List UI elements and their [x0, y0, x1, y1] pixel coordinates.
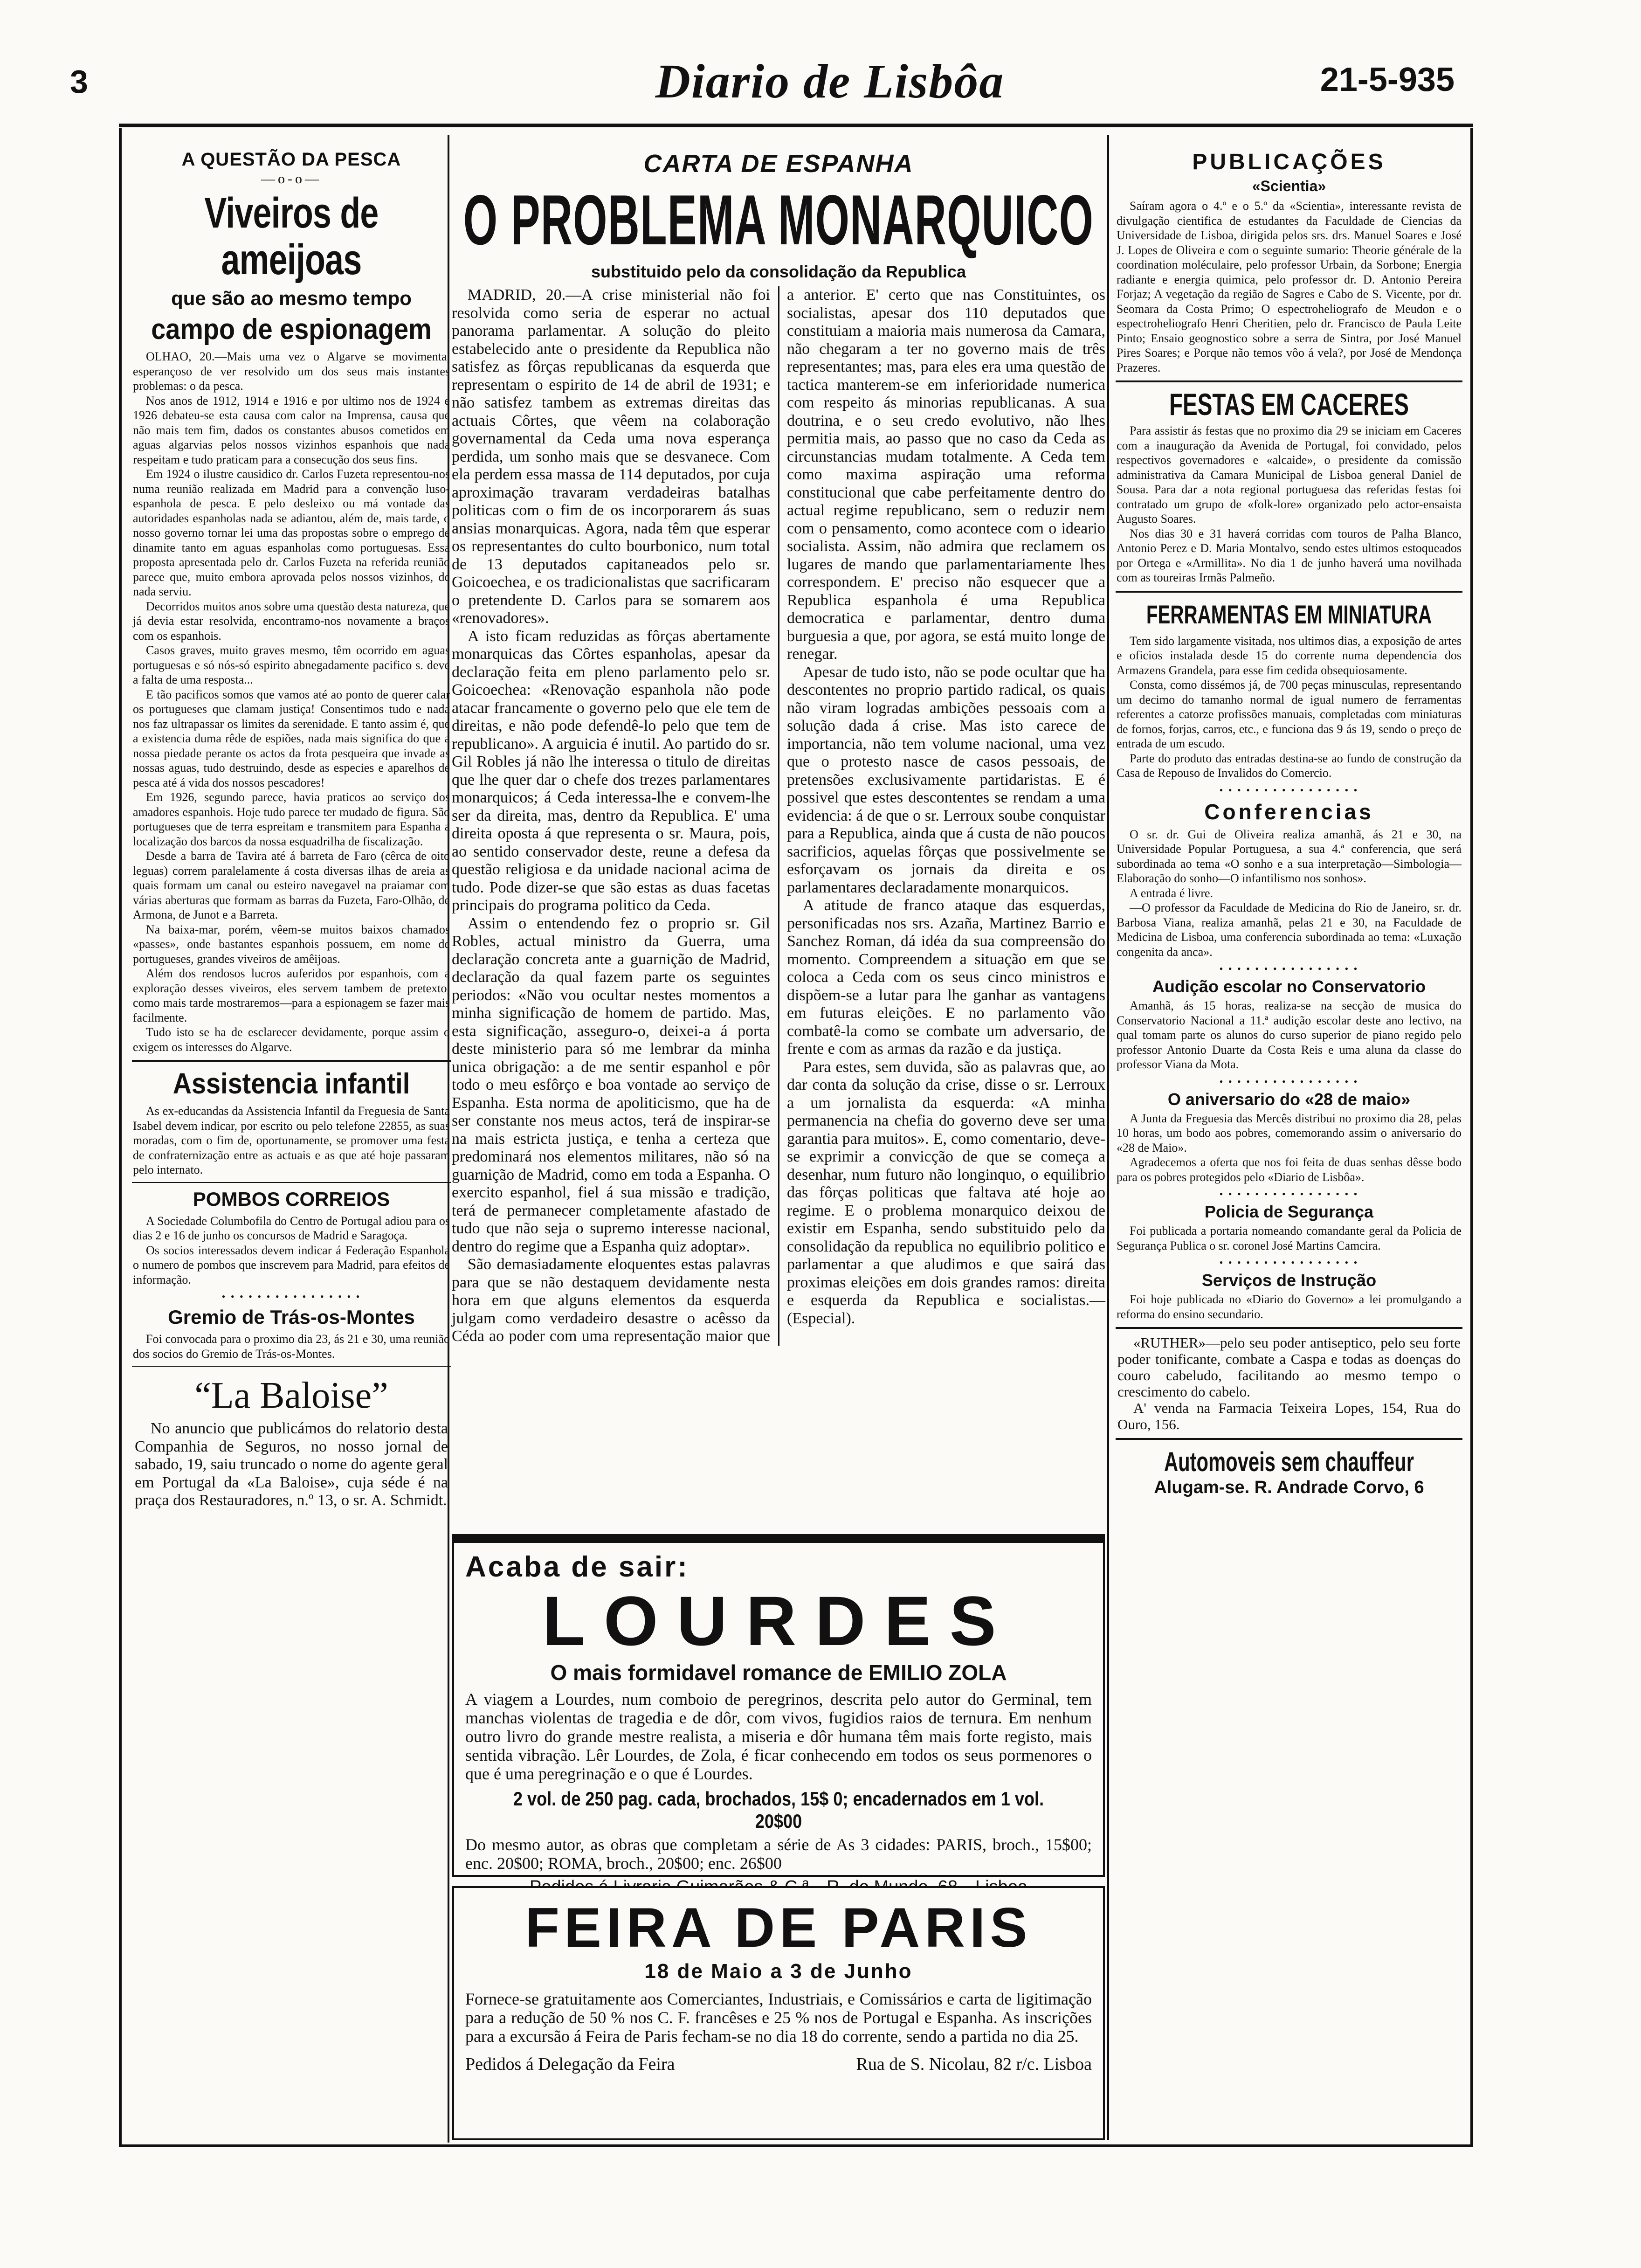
paragraph: Desde a barra de Tavira até á barreta de Faro (cêrca de oito leguas) correm paralelamente á costa diversas ilhas de areia as quais formam um canal ou esteiro navegavel na praiamar com várias aberturas que formam as barras da Fuzeta, Faro-Olhão, de Armona, de Junot e a Barreta. — [133, 849, 450, 921]
ad-footer-right: Rua de S. Nicolau, 82 r/c. Lisboa — [856, 2054, 1092, 2074]
article-body — [1117, 1224, 1462, 1253]
paragraph: Em 1924 o ilustre causidico dr. Carlos Fuzeta representou-nos numa reunião realizada em Madrid para a convenção luso-espanhola de pesca. E pelo desleixo ou má vontade das autoridades espanholas nada se adiantou, além de, mais tarde, o nosso governo tornar lei uma das propostas sobre o emprego de dinamite tanto em aguas espanholas como portuguesas. Essa proposta apresentada pelo dr. Carlos Fuzeta na referida reunião parece que, muito embora aprovada pelos nossos vizinhos, de nada serviu. — [133, 467, 450, 598]
paragraph: Saíram agora o 4.º e o 5.º da «Scientia», interessante revista de divulgação cientifica de estudantes da Faculdade de Ciencias da Universidade de Lisboa, dirigida pelos srs. drs. Manuel Soares e José J. Lopes de Oliveira e com o seguinte sumario: Theorie générale de la coordination moléculaire, pelo professor Urbain, da Sorbone; Energia radiante e energia quimica, pelo professor dr. D. Antonio Pereira Forjaz; A vegetação da região de Sagres e Cabo de S. Vicente, por dr. Seomara da Costa Primo; O espectroheliografo de Meudon e o espectroheliografo Henri Cheritien, pelo dr. Francisco de Paula Leite Pinto; Ensaio geognostico sobre a serra de Sintra, por José Manuel Pires Soares; e Porque não temos vôo á vela?, por José de Mendonça Prazeres. — [1117, 199, 1462, 374]
dotted-divider: • • • • • • • • • • • • • • • • — [221, 1291, 361, 1302]
paragraph: Nos dias 30 e 31 haverá corridas com touros de Palha Blanco, Antonio Perez e D. Maria Montalvo, sendo estes ultimos estoqueados por Ortega e «Armillita». No dia 1 de junho haverá uma novilhada com as toureiras Irmãs Palmeño. — [1117, 526, 1462, 584]
article-title: POMBOS CORREIOS — [193, 1188, 390, 1210]
article-title: Audição escolar no Conservatorio — [1152, 977, 1426, 996]
article-body — [1117, 1335, 1461, 1432]
article-audicao — [1112, 977, 1466, 1072]
section-divider — [132, 1060, 451, 1062]
paragraph: E tão pacificos somos que vamos até ao ponto de querer calar os portugueses que clamam justiça! Consentimos tudo e nada nos faz ultrapassar os limites da serenidade. E tanto assim é, que a existencia duma rêde de espiões, nada mais significa do que a nossa piedade perante os actos da frota pesqueira que invade as nossas aguas, tudo destruindo, desde as especies e aparelhos de pesca até á vida dos nossos pescadores! — [133, 687, 450, 789]
ad-title: LOURDES — [542, 1582, 1015, 1660]
paragraph: «RUTHER»—pelo seu poder antiseptico, pelo seu forte poder tonificante, combate a Caspa e todas as doenças do couro cabeludo, facilitando ao mesmo tempo o crescimento do cabelo. — [1117, 1335, 1461, 1400]
article-title: Assistencia infantil — [172, 1068, 410, 1100]
article-ruther — [1112, 1335, 1466, 1432]
masthead: Diario de Lisbôa — [655, 55, 1005, 108]
article-title: PUBLICAÇÕES — [1192, 150, 1386, 174]
dotted-divider: • • • • • • • • • • • • • • • • — [1219, 963, 1359, 975]
left-column — [128, 135, 455, 2136]
article-kicker: CARTA DE ESPANHA — [643, 150, 914, 178]
paragraph: Consta, como dissémos já, de 700 peças minusculas, representando um decimo do tamanho normal de igual numero de ferramentas referentes a catorze profissões manuais, completadas com miniaturas de fornos, forjas, carros, etc., e funciona das 9 ás 19, sendo o preço de entrada de um escudo. — [1117, 678, 1462, 750]
paragraph: Foi hoje publicada no «Diario do Governo» a lei promulgando a reforma do ensino secundario. — [1117, 1293, 1462, 1321]
article-publicacoes — [1112, 149, 1466, 375]
ad-text: Fornece-se gratuitamente aos Comerciantes, Industriais, e Comissários e carta de ligitimação para a redução de 50 % nos C. F. francêses e 25 % nos de Portugal e Espanha. As inscrições para a excursão á Feira de Paris fecham-se no dia 18 do corrente, sendo a partida no dia 25. — [465, 1990, 1092, 2046]
article-title: FERRAMENTAS EM MINIATURA — [1146, 599, 1432, 629]
issue-date: 21-5-935 — [1320, 61, 1455, 98]
ad-title: FEIRA DE PARIS — [525, 1896, 1032, 1959]
article-title: Gremio de Trás-os-Montes — [168, 1306, 415, 1328]
article-festas — [1112, 388, 1466, 585]
separator: —o-o— — [261, 171, 322, 187]
paragraph: Além dos rendosos lucros auferidos por espanhois, com a exploração desses viveiros, eles servem tambem de pretexto, como mais tarde mostraremos—para a espionagem se fazer mais facilmente. — [133, 967, 450, 1024]
ad-kicker: Acaba de sair: — [465, 1551, 689, 1583]
article-body — [1117, 634, 1462, 781]
ad-series: Do mesmo autor, as obras que completam a série de As 3 cidades: PARIS, broch., 15$00; enc. 20$00; ROMA, broch., 20$00; enc. 26$00 — [465, 1835, 1092, 1873]
paragraph: Foi publicada a portaria nomeando comandante geral da Policia de Segurança Publica o sr. coronel José Martins Camcira. — [1117, 1224, 1462, 1252]
dotted-divider: • • • • • • • • • • • • • • • • — [1219, 1075, 1359, 1087]
article-kicker: A QUESTÃO DA PESCA — [181, 149, 401, 170]
section-divider — [132, 1182, 451, 1183]
paragraph: Assim o entendendo fez o proprio sr. Gil Robles, actual ministro da Guerra, uma declaração concreta ante a guarnição de Madrid, declaração da qual fazem parte os seguintes periodos: «Não vou ocultar nestes momentos a minha significação de homem de partido. Mas, esta significação, asseguro-o, deixei-a á porta deste ministerio para só me lembrar da minha unica obrigação: a de me sentir espanhol e pôr todo o meu esfôrço e boa vontade ao serviço de Espanha. Esta norma de apoliticismo, que ha de ser constante nos meus actos, terá de inspirar-se na mais estricta justiça, e tenha a certeza que predominará nos elementos militares, não só na guarnição de Madrid, como em toda a Espanha. O exercito espanhol, fiel á sua missão e tradição, terá de permanecer completamente afastado de tudo que não seja o supremo interesse nacional, dentro do regime que a Espanha quiz adoptar». — [452, 914, 770, 1255]
article-subtitle: Alugam-se. R. Andrade Corvo, 6 — [1154, 1478, 1424, 1497]
paragraph: A' venda na Farmacia Teixeira Lopes, 154, Rua do Ouro, 156. — [1117, 1400, 1461, 1432]
paragraph: MADRID, 20.—A crise ministerial não foi resolvida como seria de esperar no actual panorama parlamentar. A solução do pleito estabelecido ante o presidente da Republica não satisfez as fôrças republicanas da esquerda que representam o espirito de 14 de abril de 1931; e não satisfez tambem as extremas direitas das actuais Côrtes, que vêem na colaboração governamental da Ceda uma nova esperança perdida, um sonho mais que se desvanece. Com ela perdem essa massa de 114 deputados, por cuja aproximação travaram verdadeiras batalhas politicas com o fim de os incorporarem ás suas ansias monarquicas. Agora, nada têm que esperar os representantes do culto bourbonico, num total de 13 deputados capitaneados pelo sr. Goicoechea, e os tradicionalistas que sacrificaram o pretendente D. Carlos para se somarem aos «renovadores». — [452, 286, 770, 627]
article-body — [1117, 199, 1462, 375]
paragraph: Tem sido largamente visitada, nos ultimos dias, a exposição de artes e oficios instalada desde 15 do corrente numa dependencia dos Armazens Grandela, para esse fim cedida obsequiosamente. — [1117, 634, 1462, 677]
article-subtitle: «Scientia» — [1252, 178, 1326, 194]
paragraph: Casos graves, muito graves mesmo, têm ocorrido em aguas portuguesas e só nós-só espirito abnegadamente pacifico s. deve a falta de uma resposta... — [133, 643, 450, 686]
section-divider — [1116, 380, 1462, 382]
paragraph: A isto ficam reduzidas as fôrças abertamente monarquicas das Côrtes espanholas, apesar da declaração feita em pleno parlamento pelo sr. Goicoechea: «Renovação espanhola não pode atacar francamente o governo pelo que ele tem de direitas, e não pode defendê-lo pelo que tem de republicano». A arguicia é inutil. Ao partido do sr. Gil Robles já não lhe interessa o titulo de direitas que lhe quer dar o chefe dos trezes parlamentares monarquicos; á Ceda interessa-lhe e convem-lhe ser da direita, mas, dentro da Republica. E' uma direita oposta á que representa o sr. Maura, pois, ao sentido conservador deste, reune a defesa da questão religiosa e da unidade nacional acima de tudo. Pode dizer-se que são estas as duas facetas principais do programa politico da Ceda. — [452, 627, 770, 914]
paragraph: Tudo isto se ha de esclarecer devidamente, porque assim o exigem os interesses do Algarve. — [133, 1025, 450, 1054]
section-divider — [1116, 1327, 1462, 1329]
article-pombos — [128, 1188, 455, 1287]
article-headline: O PROBLEMA MONARQUICO — [463, 180, 1094, 260]
article-ferramentas — [1112, 598, 1466, 781]
paragraph: Em 1926, segundo parece, havia praticos ao serviço dos amadores espanhois. Hoje tudo parece ter mudado de figura. São portugueses que de terra espreitam e transmitem para Espanha a localização dos barcos da nossa esquadrilha de fiscalização. — [133, 790, 450, 848]
article-gremio — [128, 1306, 455, 1361]
article-title: Automoveis sem chauffeur — [1164, 1447, 1414, 1477]
dotted-divider: • • • • • • • • • • • • • • • • — [1219, 784, 1359, 796]
article-title: Serviços de Instrução — [1201, 1271, 1377, 1290]
article-body — [133, 1104, 450, 1177]
article-policia — [1112, 1202, 1466, 1253]
paragraph: OLHAO, 20.—Mais uma vez o Algarve se movimenta, esperançoso de ver resolvido um dos seus mais instantes problemas: o da pesca. — [133, 350, 450, 393]
article-body — [133, 1214, 450, 1287]
article-title: Policia de Segurança — [1204, 1202, 1374, 1221]
article-subtitle: que são ao mesmo tempo — [171, 287, 412, 309]
ad-footer — [465, 2054, 1092, 2074]
article-conferencias — [1112, 799, 1466, 960]
top-rule — [119, 124, 1473, 127]
article-title: FESTAS EM CACERES — [1169, 387, 1409, 422]
paragraph: Nos anos de 1912, 1914 e 1916 e por ultimo nos de 1924 e 1926 debateu-se esta causa com calor na Imprensa, causa que não mais tem fim, dados os constantes abusos cometidos em aguas algarvias pelos nossos vizinhos espanhois que nada respeitam e tudo praticam para a consecução dos seus fins. — [133, 394, 450, 466]
section-divider — [1116, 1438, 1462, 1440]
article-body — [133, 1332, 450, 1361]
paragraph: No anuncio que publicámos do relatorio desta Companhia de Seguros, no nosso jornal de sabado, 19, saiu truncado o nome do agente geral em Portugal da «La Baloise», cuja séde é na praça dos Restauradores, n.º 13, o sr. A. Schmidt. — [135, 1420, 448, 1509]
paragraph: Para estes, sem duvida, são as palavras que, ao dar conta da solução da crise, disse o sr. Lerroux a um jornalista da esquerda: «A minha permanencia na chefia do governo deve ser uma garantia para muitos». E, como comentario, deve-se exprimir a convicção de que se começa a desenhar, num futuro não longinquo, o equilibrio das fôrças politicas que faltava até hoje ao regime. E o problema monarquico deixou de existir em Espanha, sendo substituido pelo da consolidação da republica no equilibrio politico e parlamentar a que aludimos e que sairá das proximas eleições em dois grandes ramos: direita e esquerda da Republica e socialistas.—(Especial). — [787, 1058, 1105, 1327]
ad-footer-left: Pedidos á Delegação da Feira — [465, 2054, 675, 2074]
page-number: 3 — [70, 63, 88, 100]
paragraph: Apesar de tudo isto, não se pode ocultar que ha descontentes no proprio partido radical, os quais não viram logradas ambições pessoais com a solução dada á crise. Mas isto carece de importancia, não tem volume nacional, uma vez que o protesto nasce de casos pessoais, de pretensões exclusivamente partidaristas. E é possivel que estes descontentes se rendam a uma evidencia: á de que o sr. Lerroux soube conquistar para a Republica, ainda que á custa de não poucos sacrificios, aquelas fôrças que possivelmente se esforçavam os jornais da direita e os parlamentares declaradamente monarquicos. — [787, 663, 1105, 896]
article-title: “La Baloise” — [194, 1375, 388, 1416]
article-subtitle: substituido pelo da consolidação da Republica — [591, 262, 966, 281]
ad-subtitle: O mais formidavel romance de EMILIO ZOLA — [550, 1660, 1007, 1685]
right-column — [1112, 135, 1466, 2136]
article-body — [133, 349, 450, 1054]
article-aniversario — [1112, 1090, 1466, 1185]
paragraph: Decorridos muitos anos sobre uma questão desta natureza, que já devia estar resolvida, encontramo-nos novamente a braços com os espanhois. — [133, 599, 450, 643]
article-servicos — [1112, 1271, 1466, 1321]
ad-feira-paris — [452, 1886, 1105, 2140]
ad-lourdes — [452, 1541, 1105, 1877]
paragraph: A entrada é livre. — [1130, 886, 1214, 900]
paragraph: —O professor da Faculdade de Medicina do Rio de Janeiro, sr. dr. Barbosa Viana, realiza amanhã, pelas 21 e 30, na Faculdade de Medicina de Lisboa, uma conferencia subordinada ao tema: «Luxação congenita da anca». — [1117, 901, 1462, 959]
middle-column — [445, 135, 1112, 1534]
paragraph: São demasiadamente eloquentes estas palavras para que se não destaquem devidamente nesta hora em que alguns elementos da esquerda julgam como verdadeiro desastre o acêsso da Céda ao poder com uma representação maior que a anterior. E' certo que nas Constituintes, os socialistas, apesar dos 110 deputados que constituiam a maioria mais numerosa da Camara, não chegaram a ter no governo mais de três representantes; mas, para eles era uma questão de tactica manterem-se em inferioridade numerica com respeito ás minorias republicanas. A sua doutrina, e o seu credo evolutivo, não lhes permitia mais, ao passo que no caso da Ceda as circunstancias mudam totalmente. A Ceda tem como maxima aspiração uma reforma constitucional que cabe perfeitamente dentro do actual regime republicano, sem o reduzir nem com o pensamento, como acontece com o ideario socialista. Assim, não admira que reclamem os lugares de mando que parlamentariamente lhes correspondem. E' preciso não esquecer que a Republica espanhola é uma Republica democratica e parlamentar, dentro duma burguesia a que, por agora, se está muito longe de renegar. — [452, 286, 1105, 1345]
section-divider — [132, 1366, 451, 1367]
article-body — [1117, 827, 1462, 960]
article-body — [452, 286, 1105, 1346]
article-body — [1117, 1111, 1462, 1185]
section-divider — [1116, 591, 1462, 593]
paragraph: A Junta da Freguesia das Mercês distribui no proximo dia 28, pelas 10 horas, um bodo aos pobres, comemorando assim o aniversario do «28 de Maio». — [1117, 1111, 1462, 1155]
paragraph: Para assistir ás festas que no proximo dia 29 se iniciam em Caceres com a inauguração da Avenida de Portugal, foi convidado, pelos respectivos governadores e «alcaide», o presidente da comissão administrativa da Camara Municipal de Lisboa general Daniel de Sousa. Para dar a nota regional portuguesa das referidas festas foi contratado um grupo de «folk-lore» organizado pelo actor-ensaista Augusto Soares. — [1117, 424, 1462, 526]
paragraph: O sr. dr. Gui de Oliveira realiza amanhã, ás 21 e 30, na Universidade Popular Portuguesa, a sua 4.ª conferencia, que será subordinada ao tema «O sonho e a sua interpretação—Simbologia—Elaboração do sonho—O infantilismo nos sonhos». — [1117, 827, 1462, 885]
article-title: Conferencias — [1204, 799, 1374, 824]
paragraph: Agradecemos a oferta que nos foi feita de duas senhas dêsse bodo para os pobres protegidos pelo «Diario de Lisbôa». — [1117, 1155, 1462, 1184]
ad-text: A viagem a Lourdes, num comboio de peregrinos, descrita pelo autor do Germinal, tem manchas violentas de tragedia e de dôr, com vivos, fugidios raios de ternura. Em nenhum outro livro do grande mestre realista, a miseria e dôr humana têm mais forte registo, mais sentida vibração. Lêr Lourdes, de Zola, é ficar conhecendo em todos os seus pormenores o que é uma peregrinação e o que é Lourdes. — [465, 1690, 1092, 1783]
article-title: O aniversario do «28 de maio» — [1167, 1089, 1411, 1109]
article-body — [135, 1420, 448, 1510]
article-assistencia — [128, 1067, 455, 1177]
article-body — [1117, 998, 1462, 1072]
paragraph: A atitude de franco ataque das esquerdas, personificadas nos srs. Azaña, Martinez Barrio e Sanchez Roman, dá idéa da sua compreensão do momento. Compreendem a situação em que se coloca a Ceda com os seus cinco ministros e dispõem-se a lutar para lhe ganhar as vantagens em futuras eleições. E no parlamento vão combatê-la como se combate um adversario, de frente e com as armas da razão e da justiça. — [787, 897, 1105, 1058]
dotted-divider: • • • • • • • • • • • • • • • • — [1219, 1188, 1359, 1200]
paragraph: Foi convocada para o proximo dia 23, ás 21 e 30, uma reunião dos socios do Gremio de Trás-os-Montes. — [133, 1332, 450, 1361]
article-title: Viveiros de ameijoas — [204, 189, 379, 284]
paragraph: Os socios interessados devem indicar á Federação Espanhola o numero de pombos que inscrevem para Madrid, para efeitos de informação. — [133, 1243, 450, 1286]
article-title-2: campo de espionagem — [151, 313, 432, 346]
article-automoveis — [1112, 1446, 1466, 1498]
ad-dates: 18 de Maio a 3 de Junho — [644, 1960, 913, 1983]
article-body — [1117, 423, 1462, 585]
article-pesca — [128, 149, 455, 1054]
paragraph: A Sociedade Columbofila do Centro de Portugal adiou para os dias 2 e 16 de junho os concursos de Madrid e Saragoça. — [133, 1214, 450, 1242]
paragraph: As ex-educandas da Assistencia Infantil da Freguesia de Santa Isabel devem indicar, por escrito ou pelo telefone 22855, as suas moradas, com o fim de, oportunamente, se promover uma festa de confraternização entre as actuais e as que até hoje passaram pelo internato. — [133, 1104, 450, 1176]
dotted-divider: • • • • • • • • • • • • • • • • — [1219, 1257, 1359, 1268]
article-baloise — [128, 1375, 455, 1510]
paragraph: Parte do produto das entradas destina-se ao fundo de construção da Casa de Repouso de Invalidos do Comercio. — [1117, 751, 1462, 780]
ad-price-line: 2 vol. de 250 pag. cada, brochados, 15$ 0; encadernados em 1 vol. 20$00 — [513, 1788, 1044, 1832]
article-body — [1117, 1292, 1462, 1321]
paragraph: Amanhã, ás 15 horas, realiza-se na secção de musica do Conservatorio Nacional a 11.ª audição escolar deste ano lectivo, na qual tomam parte os alunos do curso superior de piano regido pelo professor Antonio Duarte da Costa Reis e uma aluna da classe do professor Viana da Mota. — [1117, 999, 1462, 1071]
paragraph: Na baixa-mar, porém, vêem-se muitos baixos chamados «passes», onde bastantes espanhois possuem, em nome de portugueses, grandes viveiros de amêijoas. — [133, 922, 450, 966]
